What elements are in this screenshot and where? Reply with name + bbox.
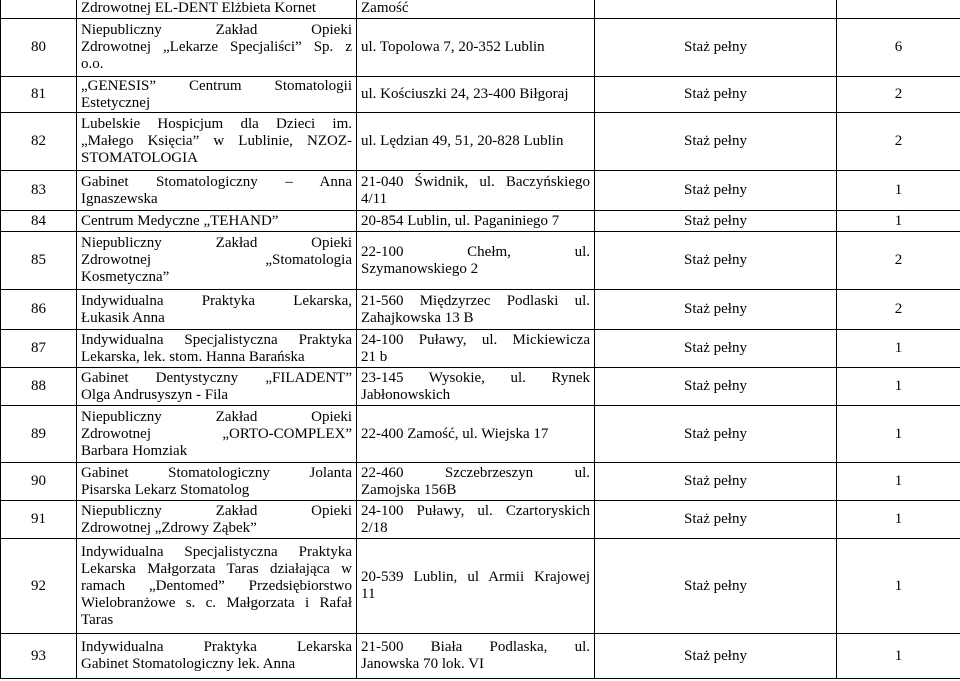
table-row: [1, 211, 960, 232]
facility-name-line: o.o.: [81, 56, 104, 72]
facility-name: [77, 171, 357, 211]
facility-name: [77, 368, 357, 406]
facility-address-line: ul. Topolowa 7, 20-352 Lublin: [361, 39, 545, 55]
places-count: 1: [837, 539, 960, 634]
facility-name-line: Pisarska Lekarz Stomatolog: [81, 481, 250, 498]
internship-type: Staż pełny: [595, 539, 837, 634]
table-row: [1, 463, 960, 501]
table-row: [1, 290, 960, 330]
facility-name-line: Gabinet Stomatologiczny – Anna: [81, 173, 352, 190]
facility-name-line: Zdrowotnej „ORTO-COMPLEX”: [81, 425, 352, 442]
facility-name-line: Lekarska Małgorzata Taras działająca w: [81, 560, 352, 577]
facility-name: [77, 211, 357, 232]
facility-name-line: Taras: [81, 611, 114, 628]
row-number: 88: [1, 368, 77, 406]
facility-name-line: Niepubliczny Zakład Opieki: [81, 235, 352, 251]
facility-name-line: „GENESIS” Centrum Stomatologii: [81, 77, 352, 94]
table-body: [1, 0, 960, 679]
facility-address-line: 21-500 Biała Podlaska, ul.: [361, 639, 590, 655]
facility-address-line: ul. Kościuszki 24, 23-400 Biłgoraj: [361, 86, 569, 102]
table-row: [1, 77, 960, 113]
facility-name: [77, 77, 357, 113]
facility-name: [77, 330, 357, 368]
facility-address-line: Jabłonowskich: [361, 386, 451, 403]
facility-name-line: Gabinet Stomatologiczny lek. Anna: [81, 656, 296, 672]
facility-address-line: Szymanowskiego 2: [361, 260, 479, 277]
table-row: [1, 232, 960, 290]
facility-name-line: Lubelskie Hospicjum dla Dzieci im.: [81, 116, 352, 132]
row-number: 86: [1, 290, 77, 330]
row-number: 82: [1, 113, 77, 171]
facility-address-line: 24-100 Puławy, ul. Mickiewicza: [361, 331, 590, 348]
row-number: 81: [1, 77, 77, 113]
facility-address-line: 23-145 Wysokie, ul. Rynek: [361, 369, 590, 386]
facility-address-line: 20-539 Lublin, ul Armii Krajowej: [361, 569, 590, 585]
internship-type: Staż pełny: [595, 77, 837, 113]
facility-name-line: Wielobranżowe s. c. Małgorzata i Rafał: [81, 594, 352, 611]
internship-type: Staż pełny: [595, 232, 837, 290]
facility-address-line: 21 b: [361, 348, 388, 365]
facility-name-line: Łukasik Anna: [81, 309, 165, 326]
row-number: 85: [1, 232, 77, 290]
facility-address-line: 11: [361, 586, 376, 602]
facility-name: [77, 539, 357, 634]
internship-type: Staż pełny: [595, 113, 837, 171]
facility-name-line: Indywidualna Specjalistyczna Praktyka: [81, 331, 352, 348]
internship-type: Staż pełny: [595, 463, 837, 501]
internship-type: Staż pełny: [595, 501, 837, 539]
places-count: 6: [837, 19, 960, 77]
facility-name-line: Gabinet Dentystyczny „FILADENT”: [81, 369, 352, 386]
table-row: [1, 113, 960, 171]
facility-address: [357, 113, 595, 171]
facility-name-line: Zdrowotnej „Stomatologia: [81, 252, 352, 268]
places-count: 1: [837, 501, 960, 539]
places-count: 1: [837, 406, 960, 463]
facility-name-line: Zdrowotnej „Lekarze Specjaliści” Sp. z: [81, 39, 352, 55]
facility-name: [77, 0, 357, 19]
facility-name: [77, 232, 357, 290]
internship-type: Staż pełny: [595, 406, 837, 463]
facility-name-line: Zdrowotnej „Zdrowy Ząbek”: [81, 519, 257, 536]
places-count: 1: [837, 463, 960, 501]
facility-name-line: Niepubliczny Zakład Opieki: [81, 408, 352, 425]
facility-name: [77, 406, 357, 463]
places-count: 1: [837, 211, 960, 232]
row-number: 89: [1, 406, 77, 463]
row-number: 87: [1, 330, 77, 368]
places-count: 1: [837, 634, 960, 679]
facility-address-line: 22-100 Chełm, ul.: [361, 243, 590, 260]
facility-name: [77, 19, 357, 77]
facility-name: [77, 634, 357, 679]
facility-address-line: Zahajkowska 13 B: [361, 309, 474, 326]
facility-address: [357, 634, 595, 679]
facility-name-line: Olga Andrusyszyn - Fila: [81, 386, 229, 403]
row-number: 83: [1, 171, 77, 211]
facility-address: [357, 0, 595, 19]
facility-address: [357, 406, 595, 463]
places-count: 1: [837, 330, 960, 368]
facility-name-line: Niepubliczny Zakład Opieki: [81, 22, 352, 38]
row-number: 93: [1, 634, 77, 679]
internship-type: Staż pełny: [595, 634, 837, 679]
table-row: [1, 0, 960, 19]
facility-name-line: STOMATOLOGIA: [81, 150, 198, 166]
facility-address: [357, 211, 595, 232]
places-count: 2: [837, 77, 960, 113]
facility-address-line: ul. Lędzian 49, 51, 20-828 Lublin: [361, 133, 564, 149]
facility-name: [77, 501, 357, 539]
internship-type: Staż pełny: [595, 290, 837, 330]
row-number: 90: [1, 463, 77, 501]
facility-name-line: Centrum Medyczne „TEHAND”: [81, 212, 279, 229]
table-row: [1, 368, 960, 406]
facility-name: [77, 290, 357, 330]
facility-address: [357, 539, 595, 634]
facility-name-line: Niepubliczny Zakład Opieki: [81, 502, 352, 519]
facility-name-line: Ignaszewska: [81, 190, 158, 207]
places-count: 2: [837, 232, 960, 290]
facility-name-line: ramach „Dentomed” Przedsiębiorstwo: [81, 577, 352, 594]
facility-address-line: 20-854 Lublin, ul. Paganiniego 7: [361, 212, 560, 229]
facility-address-line: 22-400 Zamość, ul. Wiejska 17: [361, 425, 549, 442]
facility-name-line: Lekarska, lek. stom. Hanna Barańska: [81, 348, 305, 365]
places-count: [837, 0, 960, 19]
internship-type: Staż pełny: [595, 368, 837, 406]
facility-name-line: Estetycznej: [81, 94, 151, 111]
table-row: [1, 501, 960, 539]
row-number: 84: [1, 211, 77, 232]
facility-name-line: „Małego Księcia” w Lublinie, NZOZ-: [81, 133, 352, 149]
facility-address-line: 21-560 Międzyrzec Podlaski ul.: [361, 292, 590, 309]
table-row: [1, 634, 960, 679]
internship-type: Staż pełny: [595, 211, 837, 232]
internship-type: [595, 0, 837, 19]
facility-name-line: Indywidualna Specjalistyczna Praktyka: [81, 543, 352, 560]
facility-address-line: Zamość: [361, 0, 409, 16]
row-number: [1, 0, 77, 19]
facility-name-line: Gabinet Stomatologiczny Jolanta: [81, 464, 352, 481]
facility-address-line: 24-100 Puławy, ul. Czartoryskich: [361, 502, 590, 519]
table-row: [1, 406, 960, 463]
facility-address-line: 2/18: [361, 519, 388, 536]
table-row: [1, 539, 960, 634]
facility-address: [357, 501, 595, 539]
row-number: 91: [1, 501, 77, 539]
facility-address: [357, 463, 595, 501]
facility-name: [77, 463, 357, 501]
facility-name-line: Indywidualna Praktyka Lekarska,: [81, 292, 352, 309]
internship-type: Staż pełny: [595, 330, 837, 368]
facility-name-line: Indywidualna Praktyka Lekarska: [81, 639, 352, 655]
facility-address: [357, 77, 595, 113]
facility-address-line: Zamojska 156B: [361, 481, 457, 498]
internship-type: Staż pełny: [595, 171, 837, 211]
table-row: [1, 171, 960, 211]
places-count: 2: [837, 113, 960, 171]
table-row: [1, 19, 960, 77]
facility-address-line: 21-040 Świdnik, ul. Baczyńskiego: [361, 173, 590, 190]
facility-address: [357, 368, 595, 406]
facility-name-line: Barbara Homziak: [81, 442, 188, 459]
facility-address-line: 22-460 Szczebrzeszyn ul.: [361, 464, 590, 481]
places-count: 1: [837, 171, 960, 211]
facility-address: [357, 19, 595, 77]
facility-address-line: Janowska 70 lok. VI: [361, 656, 485, 672]
facility-name-line: Kosmetyczna”: [81, 269, 170, 285]
facility-address: [357, 290, 595, 330]
facility-address: [357, 171, 595, 211]
table-row: [1, 330, 960, 368]
facility-name-line: Zdrowotnej EL-DENT Elżbieta Kornet: [81, 0, 317, 16]
internship-type: Staż pełny: [595, 19, 837, 77]
row-number: 92: [1, 539, 77, 634]
places-count: 2: [837, 290, 960, 330]
facility-address: [357, 330, 595, 368]
row-number: 80: [1, 19, 77, 77]
facility-address-line: 4/11: [361, 190, 388, 207]
facility-address: [357, 232, 595, 290]
facility-name: [77, 113, 357, 171]
places-count: 1: [837, 368, 960, 406]
